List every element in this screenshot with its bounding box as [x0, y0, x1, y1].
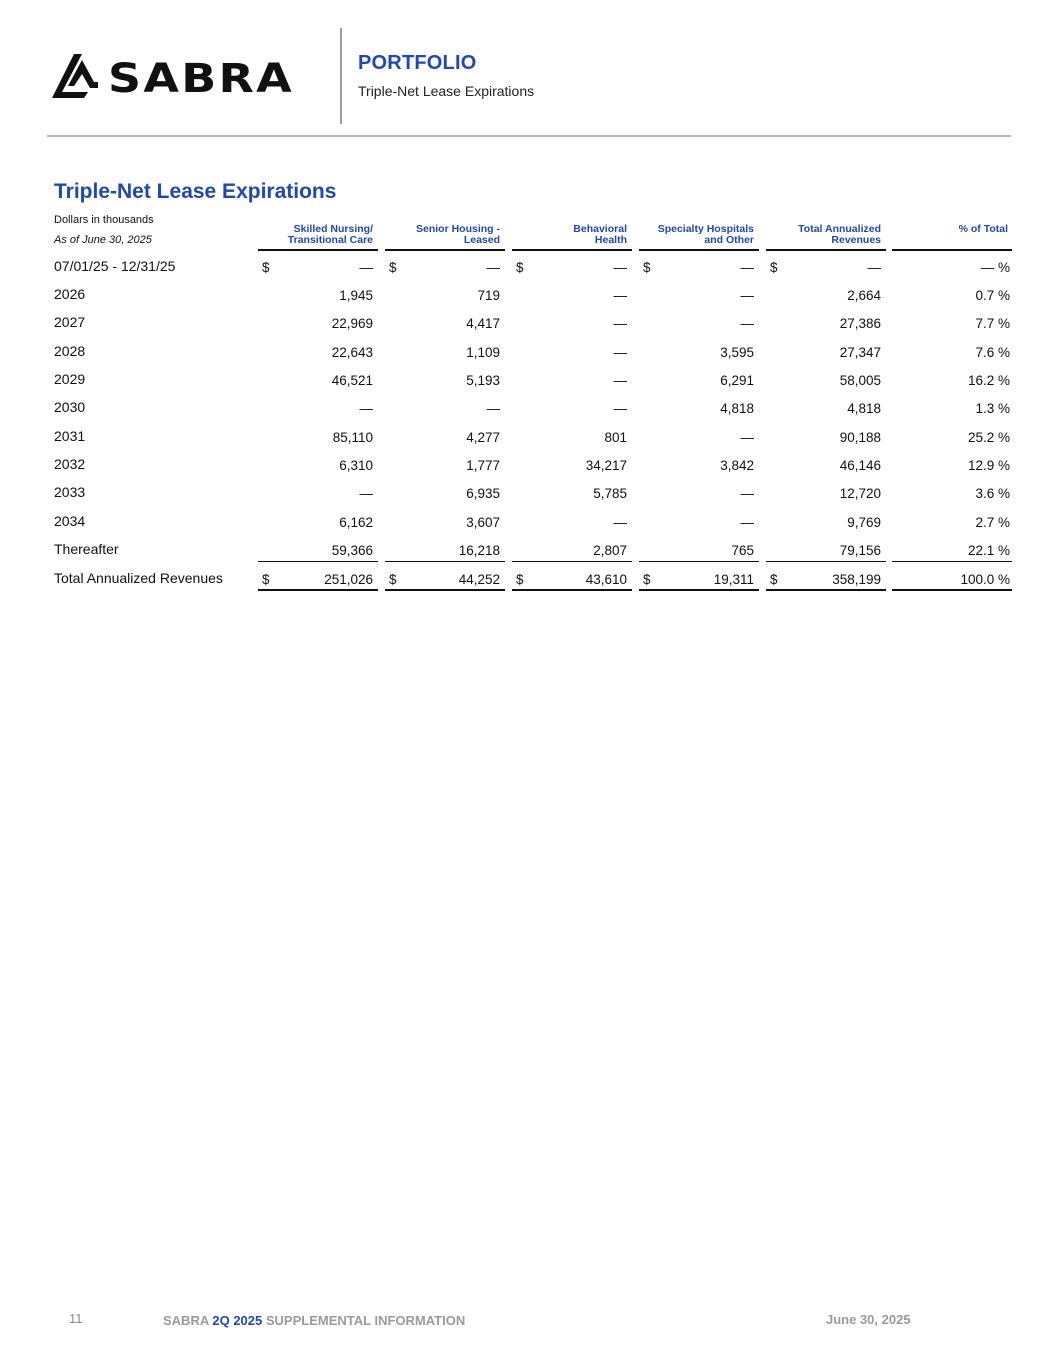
table-row [0, 541, 1055, 569]
currency-symbol: $ [643, 260, 651, 275]
cell-value: 2.7 % [975, 515, 1010, 530]
subtotal-rule [512, 561, 632, 562]
header-underline [258, 249, 378, 251]
cell-value: — [613, 401, 627, 416]
cell-value: 6,291 [720, 373, 754, 388]
cell-value: 25.2 % [967, 430, 1010, 445]
cell-value: — [359, 260, 373, 275]
cell-value: 90,188 [839, 430, 881, 445]
total-value: 358,199 [832, 572, 881, 587]
table-row [0, 258, 1055, 286]
cell-value: 1,945 [339, 288, 373, 303]
cell-value: 3.6 % [975, 486, 1010, 501]
cell-value: 2,807 [593, 543, 627, 558]
currency-symbol: $ [770, 260, 778, 275]
table-title: Triple-Net Lease Expirations [54, 180, 337, 203]
cell-value: — [613, 373, 627, 388]
currency-symbol: $ [516, 572, 524, 587]
footer-title [163, 1313, 465, 1328]
row-label: 2028 [54, 343, 86, 359]
section-subtitle: Triple-Net Lease Expirations [358, 83, 535, 99]
header-underline [385, 249, 505, 251]
col-header-behavioral-health: Behavioral Health [573, 223, 627, 246]
row-label: 2029 [54, 371, 86, 387]
cell-value: 59,366 [331, 543, 373, 558]
cell-value: 27,386 [839, 316, 881, 331]
table-row [0, 428, 1055, 456]
cell-value: 22,969 [331, 316, 373, 331]
cell-value: 22.1 % [967, 543, 1010, 558]
header-underline [639, 249, 759, 251]
cell-value: 2,664 [847, 288, 881, 303]
cell-value: 85,110 [332, 430, 373, 445]
total-row [0, 570, 1055, 598]
header-rule [47, 135, 1011, 137]
cell-value: 765 [731, 543, 754, 558]
cell-value: 12.9 % [967, 458, 1010, 473]
currency-symbol: $ [389, 260, 397, 275]
cell-value: — [359, 401, 373, 416]
cell-value: 7.7 % [975, 316, 1010, 331]
cell-value: 9,769 [847, 515, 881, 530]
subtotal-rule [639, 561, 759, 562]
cell-value: 27,347 [839, 345, 881, 360]
row-label: 2031 [54, 428, 86, 444]
total-double-rule [892, 589, 1012, 591]
cell-value: — [359, 486, 373, 501]
table-row [0, 371, 1055, 399]
cell-value: — [613, 260, 627, 275]
table-row [0, 399, 1055, 427]
cell-value: 1,777 [466, 458, 500, 473]
footer-brand: SABRA [163, 1313, 209, 1328]
header-underline [766, 249, 886, 251]
total-double-rule [639, 589, 759, 591]
cell-value: 7.6 % [975, 345, 1010, 360]
col-header-specialty-hospitals: Specialty Hospitals and Other [657, 223, 754, 246]
currency-symbol: $ [262, 572, 270, 587]
cell-value: 1,109 [466, 345, 500, 360]
cell-value: — [613, 345, 627, 360]
cell-value: 801 [604, 430, 627, 445]
cell-value: 6,935 [466, 486, 500, 501]
currency-symbol: $ [770, 572, 778, 587]
cell-value: — [740, 260, 754, 275]
header-underline [892, 249, 1012, 251]
row-label: 2033 [54, 484, 86, 500]
cell-value: 719 [477, 288, 500, 303]
cell-value: 4,818 [847, 401, 881, 416]
cell-value: 22,643 [331, 345, 373, 360]
cell-value: — [740, 316, 754, 331]
total-double-rule [258, 589, 378, 591]
table-row [0, 343, 1055, 371]
cell-value: — [740, 288, 754, 303]
page-number: 11 [69, 1311, 83, 1326]
total-value: 100.0 % [960, 572, 1010, 587]
cell-value: 3,595 [720, 345, 754, 360]
cell-value: 6,162 [339, 515, 373, 530]
total-value: 44,252 [458, 572, 500, 587]
row-label: 07/01/25 - 12/31/25 [54, 258, 176, 274]
cell-value: — [613, 316, 627, 331]
page-header [0, 0, 1055, 140]
cell-value: 3,842 [720, 458, 754, 473]
col-header-percent-total: % of Total [958, 223, 1008, 235]
table-row [0, 456, 1055, 484]
total-double-rule [512, 589, 632, 591]
row-label: 2027 [54, 314, 86, 330]
total-label: Total Annualized Revenues [54, 570, 223, 586]
table-row [0, 484, 1055, 512]
table-row [0, 286, 1055, 314]
subtotal-rule [258, 561, 378, 562]
cell-value: 46,146 [839, 458, 881, 473]
total-double-rule [385, 589, 505, 591]
subtotal-rule [766, 561, 886, 562]
footer-period: 2Q 2025 [212, 1313, 263, 1328]
row-label: Thereafter [54, 541, 119, 557]
cell-value: 1.3 % [975, 401, 1010, 416]
cell-value: — [740, 430, 754, 445]
cell-value: — % [980, 260, 1010, 275]
row-label: 2034 [54, 513, 86, 529]
row-label: 2026 [54, 286, 86, 302]
table-row [0, 314, 1055, 342]
cell-value: — [486, 401, 500, 416]
cell-value: 5,785 [593, 486, 627, 501]
subtotal-rule [892, 561, 1012, 562]
cell-value: — [740, 515, 754, 530]
currency-symbol: $ [516, 260, 524, 275]
cell-value: 4,277 [466, 430, 500, 445]
units-note: Dollars in thousands [54, 214, 154, 226]
cell-value: 79,156 [839, 543, 881, 558]
sabra-logo [52, 52, 297, 100]
cell-value: 4,818 [720, 401, 754, 416]
col-header-skilled-nursing: Skilled Nursing/ Transitional Care [287, 223, 373, 246]
cell-value: — [740, 486, 754, 501]
logo-wordmark: SABRA [108, 56, 294, 100]
col-header-total-revenues: Total Annualized Revenues [798, 223, 881, 246]
cell-value: — [613, 288, 627, 303]
cell-value: 0.7 % [975, 288, 1010, 303]
cell-value: 16,218 [458, 543, 500, 558]
cell-value: 46,521 [331, 373, 373, 388]
total-value: 251,026 [324, 572, 373, 587]
cell-value: 12,720 [839, 486, 881, 501]
as-of-date-note: As of June 30, 2025 [54, 234, 152, 246]
cell-value: 3,607 [466, 515, 500, 530]
currency-symbol: $ [262, 260, 270, 275]
cell-value: 16.2 % [967, 373, 1010, 388]
cell-value: — [867, 260, 881, 275]
row-label: 2030 [54, 399, 86, 415]
row-label: 2032 [54, 456, 86, 472]
table-row [0, 513, 1055, 541]
cell-value: 6,310 [339, 458, 373, 473]
cell-value: 34,217 [585, 458, 627, 473]
header-divider [340, 28, 342, 124]
header-underline [512, 249, 632, 251]
col-header-senior-housing: Senior Housing - Leased [416, 223, 500, 246]
total-double-rule [766, 589, 886, 591]
cell-value: — [613, 515, 627, 530]
subtotal-rule [385, 561, 505, 562]
cell-value: 58,005 [839, 373, 881, 388]
currency-symbol: $ [389, 572, 397, 587]
cell-value: 4,417 [466, 316, 500, 331]
footer-date: June 30, 2025 [826, 1312, 911, 1327]
total-value: 43,610 [585, 572, 627, 587]
cell-value: 5,193 [466, 373, 500, 388]
cell-value: — [486, 260, 500, 275]
footer-doc-label: SUPPLEMENTAL INFORMATION [265, 1313, 466, 1328]
currency-symbol: $ [643, 572, 651, 587]
section-title: PORTFOLIO [358, 52, 477, 74]
total-value: 19,311 [713, 572, 754, 587]
